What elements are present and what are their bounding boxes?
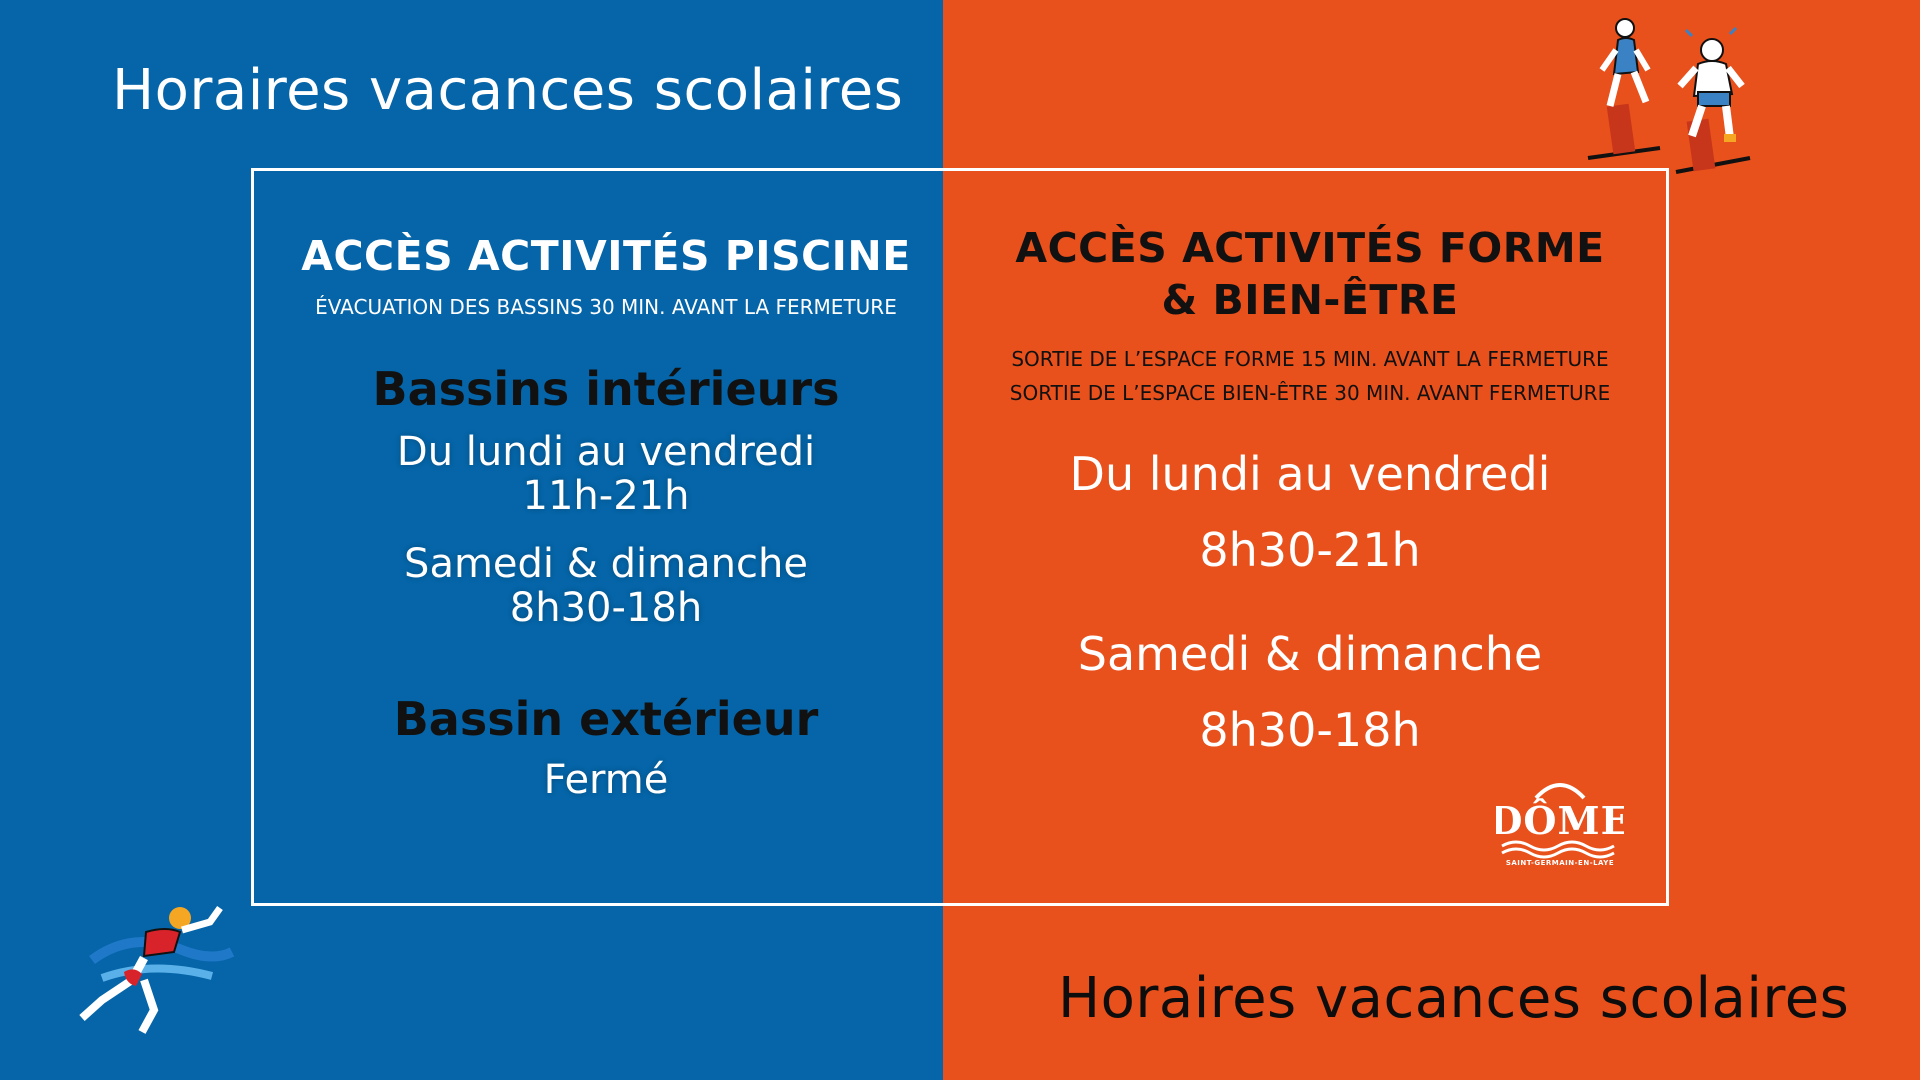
forme-weekday-label: Du lundi au vendredi <box>1069 447 1551 501</box>
piscine-note: ÉVACUATION DES BASSINS 30 MIN. AVANT LA FERMETURE <box>315 295 897 319</box>
forme-weekday-hours: 8h30-21h <box>1199 523 1421 577</box>
forme-title-line2: & BIEN-ÊTRE <box>1161 276 1459 324</box>
forme-note-line2: SORTIE DE L’ESPACE BIEN-ÊTRE 30 MIN. AVANT FERMETURE <box>1009 381 1611 405</box>
headline-top: Horaires vacances scolaires <box>112 58 904 123</box>
interior-pools-title: Bassins intérieurs <box>372 362 840 416</box>
piscine-weekend-hours: 8h30-18h <box>509 585 703 631</box>
forme-note-line1: SORTIE DE L’ESPACE FORME 15 MIN. AVANT LA FERMETURE <box>1011 347 1609 371</box>
logo-name: DÔME <box>1496 798 1624 843</box>
piscine-weekend-label: Samedi & dimanche <box>404 541 808 587</box>
exterior-pool-status: Fermé <box>543 757 669 803</box>
exterior-pool-title: Bassin extérieur <box>393 692 819 746</box>
dome-logo <box>1496 776 1624 868</box>
forme-weekend-hours: 8h30-18h <box>1199 703 1421 757</box>
cyclists-icon <box>1580 10 1780 185</box>
piscine-section <box>251 230 961 802</box>
piscine-title: ACCÈS ACTIVITÉS PISCINE <box>301 232 911 280</box>
logo-subtitle: SAINT-GERMAIN-EN-LAYE <box>1505 859 1615 867</box>
headline-bottom: Horaires vacances scolaires <box>1058 966 1850 1031</box>
piscine-weekday-hours: 11h-21h <box>522 473 690 519</box>
forme-section <box>945 222 1675 768</box>
forme-title-line1: ACCÈS ACTIVITÉS FORME <box>1015 224 1605 272</box>
swimmer-icon <box>62 900 242 1050</box>
piscine-weekday-label: Du lundi au vendredi <box>396 429 816 475</box>
forme-weekend-label: Samedi & dimanche <box>1077 627 1543 681</box>
